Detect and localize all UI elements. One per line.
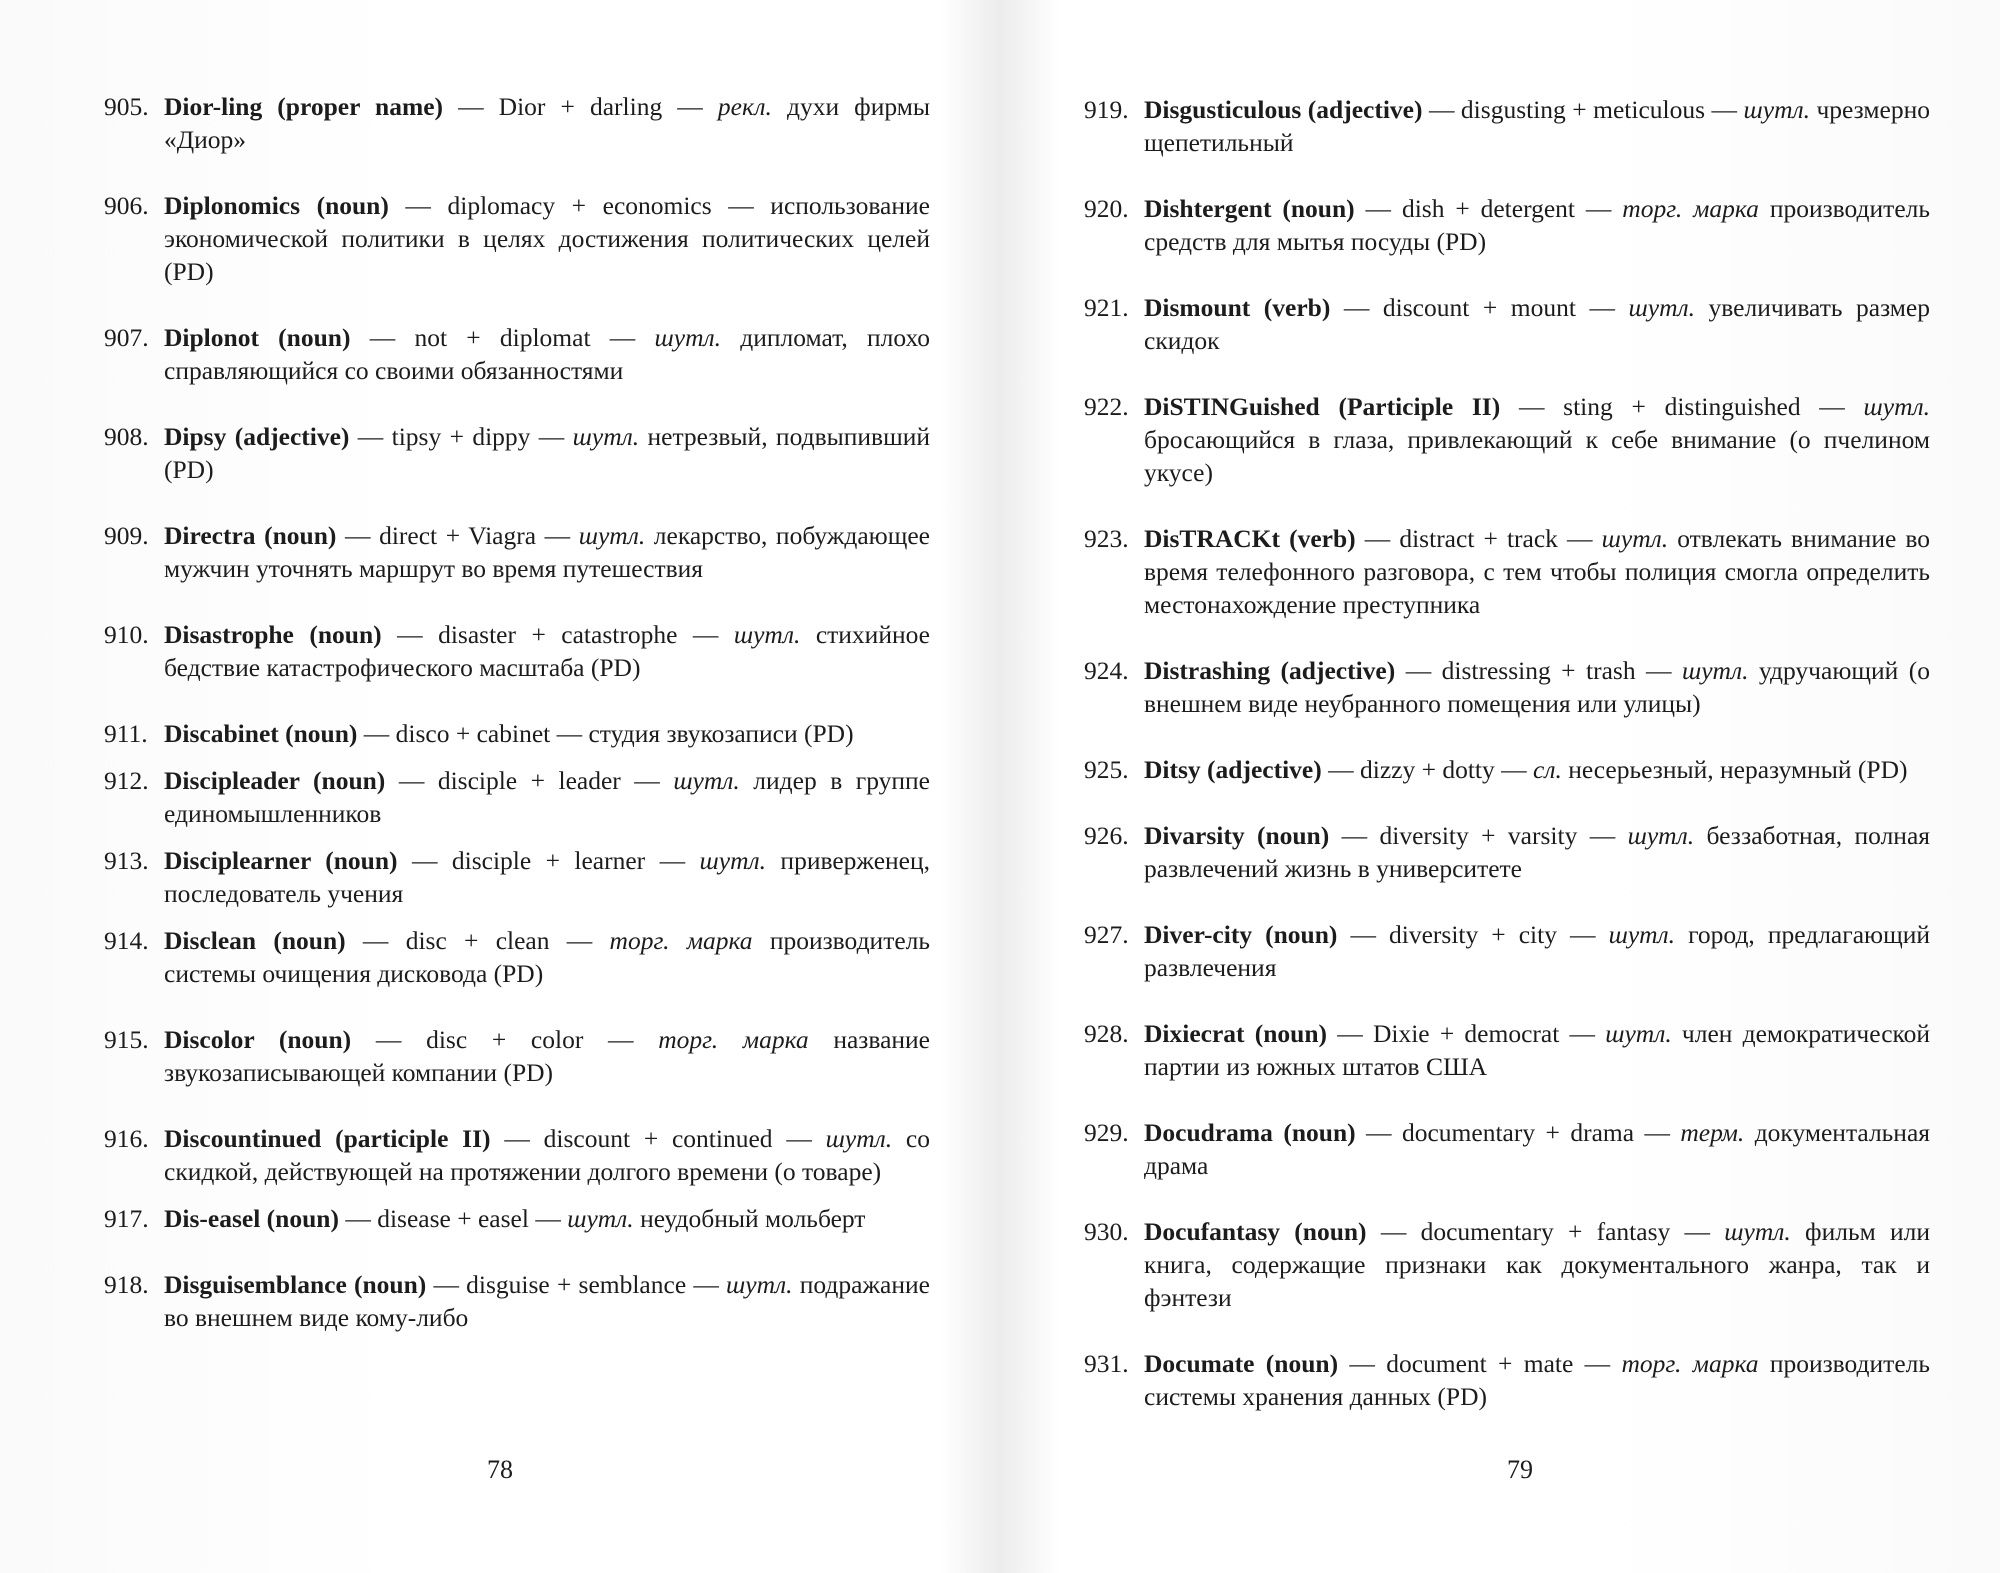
entry-definition-rest: удручающий (о внешнем виде неубранного помещения или улицы) (1144, 656, 1930, 718)
entry-number: 922. (1084, 392, 1129, 421)
entry-definition-rest: город, предлагающий развлечения (1144, 920, 1931, 982)
entry-definition: — documentary + fantasy — (1366, 1217, 1725, 1246)
dictionary-entry (104, 1268, 930, 1334)
entry-number: 906. (104, 191, 149, 220)
entry-number: 917. (104, 1204, 149, 1233)
entry-definition: — dish + detergent — (1354, 194, 1623, 223)
dictionary-entry (104, 764, 930, 830)
entry-body (1144, 522, 1930, 621)
dictionary-entry (104, 189, 930, 288)
entry-definition: — disciple + learner — (397, 846, 700, 875)
entry-term: Ditsy (adjective) (1144, 755, 1322, 784)
entry-term: Diplonot (noun) (164, 323, 351, 352)
right-page (1000, 0, 2000, 1573)
entry-term: Disastrophe (noun) (164, 620, 382, 649)
entry-body (164, 844, 930, 910)
entry-usage-label: шутл. (699, 846, 766, 875)
entry-definition-rest: приверженец, последователь учения (164, 846, 931, 908)
entry-number: 912. (104, 766, 149, 795)
entry-term: Documate (noun) (1144, 1349, 1339, 1378)
entry-body (164, 1122, 930, 1188)
dictionary-entry (1084, 192, 1930, 258)
entry-definition-rest: стихийное бедствие катастрофического масштаба (PD) (164, 620, 930, 682)
entry-usage-label: шутл. (572, 422, 640, 451)
entry-definition-rest: неудобный мольберт (633, 1204, 866, 1233)
entry-body (164, 420, 930, 486)
entry-number: 923. (1084, 524, 1129, 553)
dictionary-entry (1084, 522, 1930, 621)
entry-number: 919. (1084, 95, 1129, 124)
dictionary-entry (104, 844, 930, 910)
entry-definition-rest: документальная драма (1144, 1118, 1931, 1180)
entry-definition: — diversity + varsity — (1329, 821, 1628, 850)
entry-body (1144, 192, 1930, 258)
entry-term: Dixiecrat (noun) (1144, 1019, 1328, 1048)
entry-body (164, 1202, 930, 1235)
entry-body (164, 717, 930, 750)
entry-definition: — distract + track — (1355, 524, 1602, 553)
dictionary-entry (104, 519, 930, 585)
entry-term: Discabinet (noun) (164, 719, 358, 748)
entry-term: Dior-ling (proper name) (164, 92, 444, 121)
dictionary-entry (104, 924, 930, 990)
dictionary-entry (104, 717, 930, 750)
entry-number: 928. (1084, 1019, 1129, 1048)
entry-number: 907. (104, 323, 149, 352)
entry-usage-label: торг. марка (609, 926, 753, 955)
entry-term: Docudrama (noun) (1144, 1118, 1356, 1147)
entry-body (164, 764, 930, 830)
entry-number: 921. (1084, 293, 1129, 322)
entry-term: Discolor (noun) (164, 1025, 352, 1054)
entry-term: Discipleader (noun) (164, 766, 386, 795)
entry-definition-rest: увеличивать размер скидок (1144, 293, 1930, 355)
entry-usage-label: шутл. (1724, 1217, 1791, 1246)
dictionary-entry (1084, 390, 1930, 489)
entry-number: 909. (104, 521, 149, 550)
entry-definition: — disguise + semblance — (426, 1270, 727, 1299)
entry-term: Docufantasy (noun) (1144, 1217, 1367, 1246)
entry-definition: — discount + continued — (490, 1124, 826, 1153)
entry-definition-rest: бросающийся в глаза, привлекающий к себе внимание (о пчелином укусе) (1144, 425, 1930, 487)
dictionary-entry (1084, 1017, 1930, 1083)
entry-definition: — Dixie + democrat — (1327, 1019, 1606, 1048)
entry-body (1144, 1017, 1930, 1083)
entry-definition: — disc + clean — (345, 926, 610, 955)
entry-body (164, 1268, 930, 1334)
entry-definition: — distressing + trash — (1395, 656, 1682, 685)
entry-definition: — disaster + catastrophe — (381, 620, 734, 649)
entry-definition-rest: название звукозаписывающей компании (PD) (164, 1025, 930, 1087)
entry-definition-rest: лекарство, побуждающее мужчин уточнять маршрут во время путешествия (164, 521, 930, 583)
dictionary-entry (104, 420, 930, 486)
entry-number: 913. (104, 846, 149, 875)
entry-usage-label: шутл. (825, 1124, 893, 1153)
entry-term: Disclean (noun) (164, 926, 346, 955)
dictionary-entry (104, 618, 930, 684)
entry-definition-rest: чрезмерно щепетильный (1144, 95, 1930, 157)
entry-usage-label: шутл. (673, 766, 740, 795)
entry-usage-label: шутл. (1628, 293, 1695, 322)
entry-usage-label: торг. марка (658, 1025, 809, 1054)
entry-usage-label: шутл. (726, 1270, 793, 1299)
entry-number: 918. (104, 1270, 149, 1299)
entry-definition: — disciple + leader — (385, 766, 674, 795)
entry-usage-label: шутл. (1681, 656, 1749, 685)
entry-definition-rest: производитель системы хранения данных (PD) (1144, 1349, 1930, 1411)
entry-number: 911. (104, 719, 148, 748)
entry-term: Disciplearner (noun) (164, 846, 398, 875)
entry-definition-rest: отвлекать внимание во время телефонного разговора, с тем чтобы полиция смогла определить местонахождение преступника (1144, 524, 1930, 619)
dictionary-entry (104, 90, 930, 156)
entry-term: Dis-easel (noun) (164, 1204, 339, 1233)
entry-usage-label: шутл. (578, 521, 646, 550)
entry-body (164, 321, 930, 387)
entry-definition: — tipsy + dippy — (349, 422, 573, 451)
entry-number: 924. (1084, 656, 1129, 685)
entry-body (1144, 1347, 1930, 1413)
entry-number: 916. (104, 1124, 149, 1153)
entry-term: Dismount (verb) (1144, 293, 1331, 322)
dictionary-entry (104, 321, 930, 387)
entry-definition-rest: беззаботная, полная развлечений жизнь в университете (1144, 821, 1930, 883)
entry-definition: — Dior + darling — (443, 92, 718, 121)
entry-definition-rest: духи фирмы «Диор» (164, 92, 930, 154)
entry-body (1144, 1116, 1930, 1182)
entry-body (1144, 390, 1930, 489)
entry-term: Diplonomics (noun) (164, 191, 389, 220)
page-number: 79 (1507, 1455, 1533, 1484)
entry-term: DisTRACKt (verb) (1144, 524, 1356, 553)
dictionary-entry (104, 1122, 930, 1188)
entry-definition: — disgusting + meticulous — (1422, 95, 1744, 124)
entry-definition: — diversity + city — (1337, 920, 1609, 949)
entry-definition: — sting + distinguished — (1500, 392, 1864, 421)
dictionary-entry (1084, 654, 1930, 720)
entry-term: Dipsy (adjective) (164, 422, 350, 451)
entry-number: 914. (104, 926, 149, 955)
dictionary-entry (1084, 1116, 1930, 1182)
entry-definition: — disc + color — (351, 1025, 659, 1054)
entry-usage-label: сл. (1533, 755, 1562, 784)
entry-definition-rest: нетрезвый, подвыпивший (PD) (164, 422, 931, 484)
entry-body (1144, 918, 1930, 984)
entry-number: 915. (104, 1025, 149, 1054)
entry-body (164, 618, 930, 684)
entry-body (1144, 93, 1930, 159)
entry-body (164, 1023, 930, 1089)
entry-body (1144, 654, 1930, 720)
entry-definition: — direct + Viagra — (336, 521, 579, 550)
entry-usage-label: торг. марка (1622, 194, 1759, 223)
dictionary-entry (1084, 1347, 1930, 1413)
entry-usage-label: шутл. (1601, 524, 1669, 553)
entry-number: 905. (104, 92, 149, 121)
entry-definition: — document + mate — (1338, 1349, 1622, 1378)
entry-definition-rest: несерьезный, неразумный (PD) (1561, 755, 1908, 784)
entry-term: Directra (noun) (164, 521, 337, 550)
entry-definition: — diplomacy + economics — использование экономической политики в целях достижения политических целей (PD) (164, 191, 930, 286)
entry-definition: — disease + easel — (338, 1204, 568, 1233)
entry-definition: — discount + mount — (1330, 293, 1629, 322)
entry-definition: — documentary + drama — (1355, 1118, 1681, 1147)
entry-number: 931. (1084, 1349, 1129, 1378)
entry-number: 930. (1084, 1217, 1129, 1246)
entry-body (1144, 291, 1930, 357)
entry-number: 908. (104, 422, 149, 451)
entry-body (164, 189, 930, 288)
entry-usage-label: шутл. (1743, 95, 1810, 124)
entry-body (1144, 1215, 1930, 1314)
dictionary-entry (104, 1023, 930, 1089)
entry-definition-rest: подражание во внешнем виде кому-либо (164, 1270, 930, 1332)
entry-usage-label: шутл. (1627, 821, 1695, 850)
entry-term: Disguisemblance (noun) (164, 1270, 427, 1299)
entry-term: Dishtergent (noun) (1144, 194, 1355, 223)
entry-usage-label: шутл. (1608, 920, 1676, 949)
entry-number: 920. (1084, 194, 1129, 223)
entry-definition-rest: дипломат, плохо справляющийся со своими обязанностями (164, 323, 930, 385)
dictionary-entry (1084, 753, 1930, 786)
dictionary-entry (1084, 291, 1930, 357)
entry-body (164, 519, 930, 585)
dictionary-entry (1084, 819, 1930, 885)
entry-usage-label: рекл. (717, 92, 772, 121)
entry-usage-label: шутл. (567, 1204, 634, 1233)
entry-definition-rest: лидер в группе единомышленников (164, 766, 930, 828)
entry-definition-rest: производитель системы очищения дисковода (PD) (164, 926, 931, 988)
entry-number: 927. (1084, 920, 1129, 949)
entry-term: Discountinued (participle II) (164, 1124, 491, 1153)
dictionary-entry (104, 1202, 930, 1235)
entry-body (1144, 753, 1930, 786)
entry-usage-label: шутл. (654, 323, 722, 352)
entry-number: 925. (1084, 755, 1129, 784)
entry-number: 926. (1084, 821, 1129, 850)
entry-term: Divarsity (noun) (1144, 821, 1330, 850)
entry-definition: — not + diplomat — (350, 323, 655, 352)
entry-body (164, 90, 930, 156)
entry-number: 929. (1084, 1118, 1129, 1147)
entry-usage-label: шутл. (1605, 1019, 1672, 1048)
entry-number: 910. (104, 620, 149, 649)
entry-term: Diver-city (noun) (1144, 920, 1338, 949)
entry-body (164, 924, 930, 990)
entry-usage-label: шутл. (733, 620, 801, 649)
dictionary-entry (1084, 93, 1930, 159)
entry-term: DiSTINGuished (Participle II) (1144, 392, 1501, 421)
entry-term: Disgusticulous (adjective) (1144, 95, 1423, 124)
dictionary-entry (1084, 1215, 1930, 1314)
page-number: 78 (487, 1455, 513, 1484)
entry-definition-rest: фильм или книга, содержащие признаки как документального жанра, так и фэнтези (1144, 1217, 1930, 1312)
entry-usage-label: торг. марка (1621, 1349, 1759, 1378)
entry-usage-label: шутл. (1863, 392, 1930, 421)
entry-definition-rest: член демократической партии из южных штатов США (1144, 1019, 1930, 1081)
entry-body (1144, 819, 1930, 885)
entry-definition: — disco + cabinet — студия звукозаписи (PD) (357, 719, 854, 748)
entry-definition-rest: со скидкой, действующей на протяжении долгого времени (о товаре) (164, 1124, 930, 1186)
entry-usage-label: терм. (1680, 1118, 1745, 1147)
entry-definition-rest: производитель средств для мытья посуды (PD) (1144, 194, 1930, 256)
dictionary-entry (1084, 918, 1930, 984)
entry-definition: — dizzy + dotty — (1321, 755, 1534, 784)
entry-term: Distrashing (adjective) (1144, 656, 1396, 685)
